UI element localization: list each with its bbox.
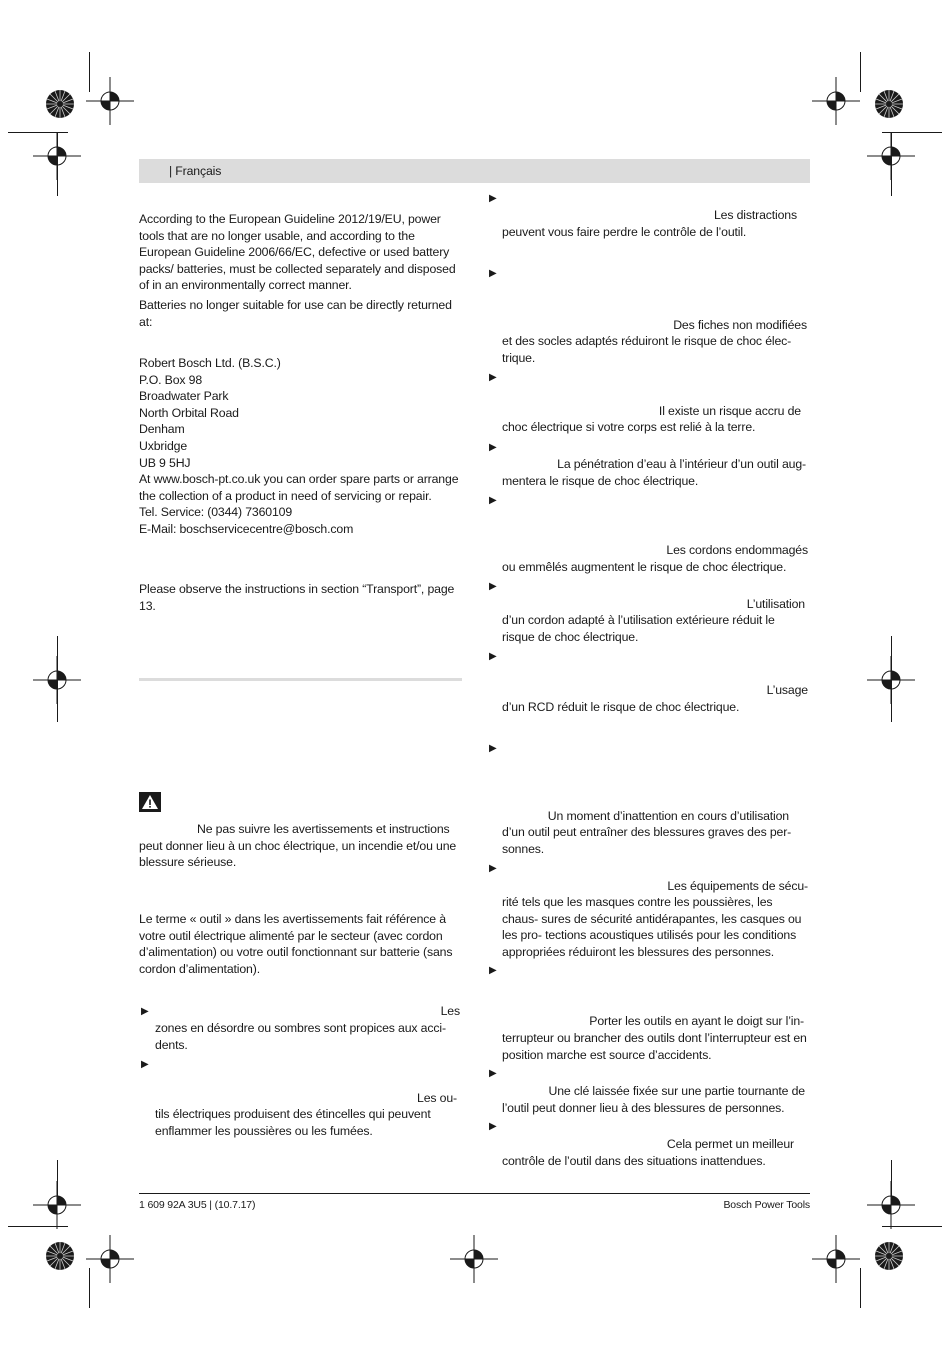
triangle-bullet-icon: ▶ [489,442,497,453]
address-line: Broadwater Park [139,389,229,404]
explosive-atmosphere-tail: Les ou- [417,1091,457,1105]
general-warning-text: Ne pas suivre les avertissements et instructions peut donner lieu à un choc électrique, un incendie et/ou une blessure sérieuse. [139,822,457,870]
email: E-Mail: boschservicecentre@bosch.com [139,521,354,536]
triangle-bullet-icon: ▶ [489,581,497,592]
rcd-tail: L’usage [766,683,808,697]
extension-cord-tail: L’utilisation [746,597,805,611]
address-line: P.O. Box 98 [139,372,203,387]
alert-tail: Un moment d’inattention en cours d’utilisation [547,809,789,823]
triangle-bullet-icon: ▶ [489,495,497,506]
service-text: At www.bosch-pt.co.uk you can order spare parts or arrange the collection of a product in need of servicing or repair. [139,472,459,503]
address-line: North Orbital Road [139,405,239,420]
triangle-bullet-icon: ▶ [489,268,497,279]
warning-triangle-icon [139,792,161,812]
rain-text: mentera le risque de choc électrique. [502,474,699,488]
address-line: Uxbridge [139,438,188,453]
disposal-text: According to the European Guideline 2012/19/EU, power tools that are no longer usable, and according to the European Guideline 2006/66/EC, defective or used battery packs/ batteries, must be collected separately and disposed of in an environmentally correct manner. [139,212,456,293]
triangle-bullet-icon: ▶ [489,863,497,874]
brand-footer: Bosch Power Tools [723,1199,810,1211]
cord-text: ou emmêlés augmentent le risque de choc électrique. [502,560,787,574]
work-area-tail: Les [440,1004,460,1018]
distraction-text: peuvent vous faire perdre le contrôle de l’outil. [502,225,747,239]
tool-term-text: Le terme « outil » dans les avertissements fait référence à votre outil électrique alimenté par le secteur (avec cordon d’alimentation) ou votre outil fonctionnant sur batterie (sans cordon d’alimentation). [139,912,453,976]
footer-divider [139,1193,810,1194]
transport-text: Please observe the instructions in section “Transport”, page 13. [139,582,455,613]
switch-tail: Porter les outils en ayant le doigt sur l’in- [589,1014,804,1028]
stance-tail: Cela permet un meilleur [666,1137,794,1151]
triangle-bullet-icon: ▶ [489,1068,497,1079]
general-warning-paragraph [139,821,462,871]
cord-tail: Les cordons endommagés [666,543,808,557]
triangle-bullet-icon: ▶ [489,1121,497,1132]
battery-return-text: Batteries no longer suitable for use can be directly returned at: [139,298,452,329]
plugs-text: et des socles adaptés réduiront le risque de choc élec- trique. [502,334,792,365]
language-label: | Français [169,164,222,178]
address-line: Robert Bosch Ltd. (B.S.C.) [139,356,281,370]
triangle-bullet-icon: ▶ [489,743,497,754]
triangle-bullet-icon: ▶ [489,965,497,976]
transport-paragraph [139,581,462,614]
disposal-paragraph [139,211,462,294]
work-area-text: zones en désordre ou sombres sont propices aux acci- dents. [155,1021,446,1052]
rain-tail: La pénétration d’eau à l’intérieur d’un outil aug- [557,457,806,471]
key-tail: Une clé laissée fixée sur une partie tournante de [548,1084,805,1098]
ppe-text: rité tels que les masques contre les poussières, les chaus- sures de sécurité antidérapantes, les casques ou les pro- tections acoustiques utilisés pour les conditions appropriées réduiront les blessures des personnes. [502,895,802,959]
section-divider [139,678,462,681]
tool-term-paragraph [139,911,462,977]
telephone: Tel. Service: (0344) 7360109 [139,505,293,520]
triangle-bullet-icon: ▶ [489,193,497,204]
triangle-bullet-icon: ▶ [489,651,497,662]
extension-cord-text: d’un cordon adapté à l’utilisation extérieure réduit le risque de choc électrique. [502,613,775,644]
ppe-tail: Les équipements de sécu- [667,879,808,893]
alert-text: d’un outil peut entraîner des blessures graves des per- sonnes. [502,825,792,856]
triangle-bullet-icon: ▶ [489,372,497,383]
switch-text: terrupteur ou brancher des outils dont l’interrupteur est en position marche est source d’accidents. [502,1031,807,1062]
stance-text: contrôle de l’outil dans des situations inattendues. [502,1154,766,1168]
document-number: 1 609 92A 3U5 | (10.7.17) [139,1199,256,1211]
battery-return-paragraph [139,297,462,330]
triangle-bullet-icon: ▶ [141,1006,149,1017]
address-block [139,355,462,538]
explosive-atmosphere-text: tils électriques produisent des étincelles qui peuvent enflammer les poussières ou les fumées. [155,1107,431,1138]
page-header [139,159,810,183]
earthed-tail: Il existe un risque accru de [658,404,801,418]
earthed-text: choc électrique si votre corps est relié à la terre. [502,420,756,434]
plugs-tail: Des fiches non modifiées [673,318,807,332]
address-line: UB 9 5HJ [139,455,191,470]
distraction-tail: Les distractions [713,208,797,222]
triangle-bullet-icon: ▶ [141,1059,149,1070]
key-text: l’outil peut donner lieu à des blessures de personnes. [502,1101,785,1115]
address-line: Denham [139,422,185,437]
rcd-text: d’un RCD réduit le risque de choc électrique. [502,700,740,714]
